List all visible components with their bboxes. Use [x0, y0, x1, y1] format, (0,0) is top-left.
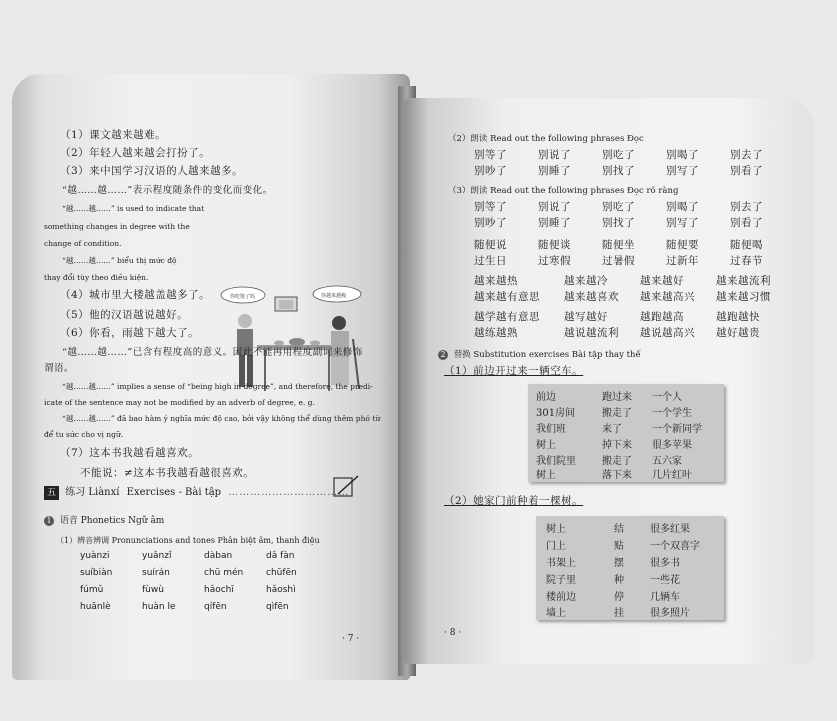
yue-r1c1: 越来越喜欢 [564, 291, 619, 303]
q3-r3c3: 过新年 [666, 255, 699, 267]
t1-r1c1: 搬走了 [602, 408, 632, 419]
substitution-table-2 [536, 516, 724, 620]
t1-r1c0: 301房间 [536, 408, 576, 419]
q2-r0c1: 别说了 [538, 149, 571, 161]
q2-r0c3: 别喝了 [666, 149, 699, 161]
t1-r2c0: 我们班 [536, 424, 566, 435]
t2-r4c2: 几辆车 [650, 592, 680, 603]
note-vi-2: thay đổi tùy theo điều kiện. [44, 273, 149, 282]
q2-r0c2: 别吃了 [602, 149, 635, 161]
t2-r0c1: 结 [614, 524, 624, 535]
q3-r1c2: 别找了 [602, 217, 635, 229]
note2-en-1: “越……越……” implies a sense of “being high in degree”, and therefore, the predi- [62, 382, 373, 391]
q3-heading: （3）朗读 Read out the following phrases Đọc rõ ràng [448, 186, 679, 196]
t1-r5c2: 几片红叶 [652, 470, 692, 481]
pinyin-r2c3: hǎoshì [266, 585, 296, 595]
yue-r3c0: 越练越熟 [474, 327, 518, 339]
pinyin-r1c3: chūfēn [266, 568, 297, 578]
note-en-3: change of condition. [44, 239, 122, 248]
t1-r2c2: 一个新同学 [652, 424, 702, 435]
yue-r0c0: 越来越热 [474, 275, 518, 287]
yue-r2c3: 越跑越快 [716, 311, 760, 323]
q2-r1c4: 别看了 [730, 165, 763, 177]
t2-r1c0: 门上 [546, 541, 566, 552]
note2-vi-1: “越……越……” đã bao hàm ý nghĩa mức độ cao, bởi vậy không thể dùng thêm phó từ [62, 414, 381, 423]
right-page [404, 98, 814, 664]
pinyin-r3c3: qìfēn [266, 602, 289, 612]
t1-r0c0: 前边 [536, 392, 556, 403]
sub2-number: 2 [438, 350, 448, 360]
bubble-left-text: 你吃饱了吗 [230, 294, 256, 300]
t2-r2c2: 很多书 [650, 558, 680, 569]
t1-r1c2: 一个学生 [652, 408, 692, 419]
yue-r1c3: 越来越习惯 [716, 291, 771, 303]
page-number-right: · 8 · [444, 628, 462, 638]
q3-r2c0: 随便说 [474, 239, 507, 251]
t2-r2c1: 摆 [614, 558, 624, 569]
yue-r3c2: 越说越高兴 [640, 327, 695, 339]
sub1-title: 语音 Phonetics Ngữ âm [59, 516, 165, 526]
q2-r0c4: 别去了 [730, 149, 763, 161]
section-title-en: Exercises - Bài tập [126, 487, 222, 498]
q3-r0c4: 别去了 [730, 201, 763, 213]
t1-r4c0: 我们院里 [536, 456, 576, 467]
t2-r4c0: 楼前边 [546, 592, 576, 603]
q2-r1c3: 别写了 [666, 165, 699, 177]
pinyin-r2c2: hǎochī [204, 585, 234, 595]
t1-r4c1: 搬走了 [602, 456, 632, 467]
t2-r5c2: 很多照片 [650, 608, 690, 619]
sub1-heading [44, 514, 164, 528]
substitution-table-1 [528, 384, 724, 482]
left-page [12, 74, 410, 680]
note-cn: “越……越……”表示程度随条件的变化而变化。 [62, 185, 273, 196]
q3-r0c2: 别吃了 [602, 201, 635, 213]
t2-r3c2: 一些花 [650, 575, 680, 586]
sub1-number: 1 [44, 516, 54, 526]
q3-r3c4: 过春节 [730, 255, 763, 267]
note2-vi-2: để tu sức cho vị ngữ. [44, 430, 124, 439]
note-vi-1: “越……越……” biểu thị mức độ [62, 256, 177, 265]
pencil-check-icon [332, 474, 360, 500]
pinyin-r2c1: fùwù [142, 585, 164, 595]
t1-r2c1: 来了 [602, 424, 622, 435]
example-3: （3）来中国学习汉语的人越来越多。 [60, 165, 244, 177]
t2-r4c1: 停 [614, 592, 624, 603]
q3-r1c0: 别吵了 [474, 217, 507, 229]
t1-r3c2: 很多苹果 [652, 440, 692, 451]
not-say: 不能说：≠这本书我越看越很喜欢。 [80, 467, 255, 479]
t2-r3c1: 种 [614, 575, 624, 586]
q3-r2c1: 随便谈 [538, 239, 571, 251]
pinyin-r0c3: dǎ fàn [266, 551, 295, 561]
q2-r1c1: 别睡了 [538, 165, 571, 177]
q3-r3c0: 过生日 [474, 255, 507, 267]
q2-r0c0: 别等了 [474, 149, 507, 161]
t1-r3c0: 树上 [536, 440, 556, 451]
q2-r1c0: 别吵了 [474, 165, 507, 177]
example-6: （6）你看，雨越下越大了。 [60, 327, 200, 339]
yue-r1c2: 越来越高兴 [640, 291, 695, 303]
t2-r3c0: 院子里 [546, 575, 576, 586]
t2-r0c2: 很多红果 [650, 524, 690, 535]
pinyin-r3c1: huàn le [142, 602, 176, 612]
t1-r4c2: 五六家 [652, 456, 682, 467]
section-number: 五 [44, 486, 59, 500]
example-4: （4）城市里大楼越盖越多了。 [60, 289, 211, 301]
sub1-1: （1）辨音辨调 Pronunciations and tones Phân biệt âm, thanh điệu [56, 536, 320, 545]
sub2-2: （2）她家门前种着一棵树。 [444, 495, 584, 507]
t2-r1c1: 贴 [614, 541, 624, 552]
t1-r0c2: 一个人 [652, 392, 682, 403]
yue-r0c3: 越来越流利 [716, 275, 771, 287]
example-1: （1）课文越来越难。 [60, 129, 167, 141]
sub2-1: （1）前边开过来一辆空车。 [444, 365, 584, 377]
q3-r0c1: 别说了 [538, 201, 571, 213]
yue-r3c1: 越说越流利 [564, 327, 619, 339]
q3-r0c3: 别喝了 [666, 201, 699, 213]
q3-r1c3: 别写了 [666, 217, 699, 229]
yue-r2c0: 越学越有意思 [474, 311, 540, 323]
q3-r3c2: 过暑假 [602, 255, 635, 267]
q3-r3c1: 过寒假 [538, 255, 571, 267]
q3-r2c2: 随便坐 [602, 239, 635, 251]
pinyin-r1c2: chū mén [204, 568, 244, 578]
sub2-heading [438, 348, 641, 362]
pinyin-r3c2: qífēn [204, 602, 227, 612]
yue-r2c2: 越跑越高 [640, 311, 684, 323]
example-2: （2）年轻人越来越会打扮了。 [60, 147, 211, 159]
pinyin-r1c0: suíbiàn [80, 568, 113, 578]
yue-r2c1: 越写越好 [564, 311, 608, 323]
q3-r1c1: 别睡了 [538, 217, 571, 229]
q3-r1c4: 别看了 [730, 217, 763, 229]
example-7: （7）这本书我越看越喜欢。 [60, 447, 200, 459]
yue-r1c0: 越来越有意思 [474, 291, 540, 303]
yue-r3c3: 越好越贵 [716, 327, 760, 339]
note2-cn-2: 谓语。 [44, 363, 75, 374]
q3-r2c4: 随便喝 [730, 239, 763, 251]
note2-cn-1: “越……越……”已含有程度高的意义。因此不能再用程度副词来修饰 [62, 347, 363, 358]
page-number-left: · 7 · [342, 634, 360, 644]
pinyin-r0c1: yuǎnzǐ [142, 551, 172, 561]
yue-r0c1: 越来越冷 [564, 275, 608, 287]
q3-r2c3: 随便要 [666, 239, 699, 251]
sub2-title: 替换 Substitution exercises Bài tập thay thế [453, 350, 641, 360]
t2-r2c0: 书架上 [546, 558, 576, 569]
t1-r3c1: 掉下来 [602, 440, 632, 451]
t2-r5c0: 墙上 [546, 608, 566, 619]
t2-r0c0: 树上 [546, 524, 566, 535]
section-heading [44, 486, 349, 500]
yue-r0c2: 越来越好 [640, 275, 684, 287]
pinyin-r0c0: yuànzi [80, 551, 110, 561]
q2-r1c2: 别找了 [602, 165, 635, 177]
pinyin-r0c2: dàban [204, 551, 233, 561]
note2-en-2: icate of the sentence may not be modified by an adverb of degree, e. g. [44, 398, 315, 407]
pinyin-r1c1: suírán [142, 568, 170, 578]
t1-r0c1: 跑过来 [602, 392, 632, 403]
dotted-leader: …………………………… [228, 487, 350, 498]
pinyin-r3c0: huānlè [80, 602, 111, 612]
q3-r0c0: 别等了 [474, 201, 507, 213]
example-5: （5）他的汉语越说越好。 [60, 309, 189, 321]
t1-r5c0: 树上 [536, 470, 556, 481]
note-en-1: “越……越……” is used to indicate that [62, 204, 205, 213]
t2-r1c2: 一个双喜字 [650, 541, 700, 552]
bubble-right-text: 你越来越瘦 [321, 293, 347, 299]
section-title: 练习 Liànxí [65, 487, 120, 498]
q2-heading: （2）朗读 Read out the following phrases Đọc [448, 134, 644, 144]
pinyin-r2c0: fúmǔ [80, 585, 104, 595]
t1-r5c1: 落下来 [602, 470, 632, 481]
note-en-2: something changes in degree with the [44, 222, 190, 231]
t2-r5c1: 挂 [614, 608, 624, 619]
